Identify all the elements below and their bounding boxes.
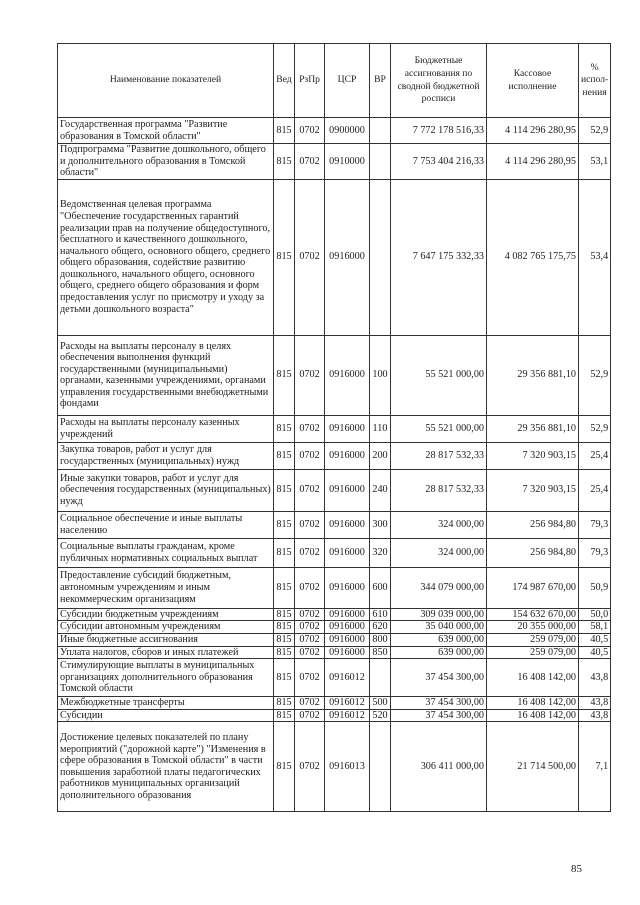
row-pct: 50,0	[579, 608, 611, 621]
row-vr: 100	[370, 335, 391, 415]
row-csr: 0916000	[325, 608, 370, 621]
row-cash: 7 320 903,15	[487, 469, 579, 511]
table-header-row	[58, 44, 611, 118]
row-pct: 53,1	[579, 144, 611, 180]
row-csr: 0916000	[325, 567, 370, 608]
row-rzpr: 0702	[295, 567, 325, 608]
budget-execution-table	[57, 43, 611, 812]
row-rzpr: 0702	[295, 697, 325, 710]
row-cash: 256 984,80	[487, 511, 579, 538]
row-csr: 0916013	[325, 722, 370, 812]
row-ved: 815	[274, 179, 295, 335]
row-rzpr: 0702	[295, 511, 325, 538]
row-cash: 4 114 296 280,95	[487, 144, 579, 180]
row-csr: 0916000	[325, 646, 370, 659]
row-name: Подпрограмма "Развитие дошкольного, общего и дополнительного образования в Томской области"	[58, 144, 274, 180]
row-rzpr: 0702	[295, 633, 325, 646]
row-name: Социальные выплаты гражданам, кроме публичных нормативных социальных выплат	[58, 538, 274, 567]
row-cash: 154 632 670,00	[487, 608, 579, 621]
row-rzpr: 0702	[295, 646, 325, 659]
row-ved: 815	[274, 646, 295, 659]
table-row	[58, 179, 611, 335]
row-name: Иные закупки товаров, работ и услуг для обеспечения государственных (муниципальных) нужд	[58, 469, 274, 511]
row-budget: 37 454 300,00	[391, 697, 487, 710]
row-csr: 0900000	[325, 118, 370, 144]
row-cash: 4 114 296 280,95	[487, 118, 579, 144]
row-budget: 639 000,00	[391, 633, 487, 646]
row-budget: 35 040 000,00	[391, 621, 487, 634]
row-budget: 324 000,00	[391, 511, 487, 538]
col-header-budget: Бюджетные ассигнования по сводной бюджетной росписи	[391, 44, 487, 118]
row-name: Стимулирующие выплаты в муниципальных организациях дополнительного образования Томской области	[58, 659, 274, 697]
row-pct: 52,9	[579, 415, 611, 442]
row-budget: 309 039 000,00	[391, 608, 487, 621]
table-row	[58, 567, 611, 608]
table-row	[58, 442, 611, 469]
table-row	[58, 511, 611, 538]
col-header-name: Наименование показателей	[58, 44, 274, 118]
row-vr	[370, 659, 391, 697]
row-vr: 300	[370, 511, 391, 538]
row-csr: 0916000	[325, 511, 370, 538]
row-pct: 79,3	[579, 538, 611, 567]
row-rzpr: 0702	[295, 469, 325, 511]
row-vr: 800	[370, 633, 391, 646]
row-budget: 37 454 300,00	[391, 709, 487, 722]
row-name: Расходы на выплаты персоналу казенных учреждений	[58, 415, 274, 442]
row-cash: 16 408 142,00	[487, 709, 579, 722]
col-header-rzpr: РзПр	[295, 44, 325, 118]
row-csr: 0916012	[325, 659, 370, 697]
row-name: Уплата налогов, сборов и иных платежей	[58, 646, 274, 659]
row-vr: 240	[370, 469, 391, 511]
row-cash: 29 356 881,10	[487, 335, 579, 415]
row-vr: 110	[370, 415, 391, 442]
row-ved: 815	[274, 567, 295, 608]
row-pct: 53,4	[579, 179, 611, 335]
table-row	[58, 335, 611, 415]
row-csr: 0916000	[325, 633, 370, 646]
row-vr	[370, 118, 391, 144]
table-row	[58, 415, 611, 442]
row-rzpr: 0702	[295, 335, 325, 415]
row-ved: 815	[274, 659, 295, 697]
row-budget: 306 411 000,00	[391, 722, 487, 812]
row-budget: 344 079 000,00	[391, 567, 487, 608]
row-pct: 79,3	[579, 511, 611, 538]
row-cash: 21 714 500,00	[487, 722, 579, 812]
page-number: 85	[571, 863, 582, 875]
row-rzpr: 0702	[295, 722, 325, 812]
table-row	[58, 608, 611, 621]
row-cash: 174 987 670,00	[487, 567, 579, 608]
col-header-vr: ВР	[370, 44, 391, 118]
row-pct: 25,4	[579, 442, 611, 469]
row-cash: 7 320 903,15	[487, 442, 579, 469]
row-vr	[370, 144, 391, 180]
row-rzpr: 0702	[295, 709, 325, 722]
row-name: Достижение целевых показателей по плану мероприятий ("дорожной карте") "Изменения в сфере образования в Томской области" в части повышения заработной платы педагогических работников муниципальных организаций дополнительного образования	[58, 722, 274, 812]
row-rzpr: 0702	[295, 608, 325, 621]
row-rzpr: 0702	[295, 415, 325, 442]
table-row	[58, 633, 611, 646]
row-vr: 600	[370, 567, 391, 608]
table-row	[58, 469, 611, 511]
row-vr: 200	[370, 442, 391, 469]
row-csr: 0910000	[325, 144, 370, 180]
row-cash: 4 082 765 175,75	[487, 179, 579, 335]
row-budget: 55 521 000,00	[391, 335, 487, 415]
table-row	[58, 144, 611, 180]
table-row	[58, 697, 611, 710]
row-cash: 16 408 142,00	[487, 697, 579, 710]
row-pct: 25,4	[579, 469, 611, 511]
row-rzpr: 0702	[295, 179, 325, 335]
row-vr	[370, 722, 391, 812]
table-row	[58, 118, 611, 144]
row-vr: 620	[370, 621, 391, 634]
row-budget: 28 817 532,33	[391, 442, 487, 469]
row-ved: 815	[274, 722, 295, 812]
row-ved: 815	[274, 335, 295, 415]
row-name: Межбюджетные трансферты	[58, 697, 274, 710]
table-body	[58, 118, 611, 812]
row-name: Субсидии бюджетным учреждениям	[58, 608, 274, 621]
row-cash: 16 408 142,00	[487, 659, 579, 697]
row-ved: 815	[274, 118, 295, 144]
row-pct: 40,5	[579, 646, 611, 659]
row-rzpr: 0702	[295, 538, 325, 567]
row-name: Субсидии	[58, 709, 274, 722]
row-csr: 0916000	[325, 621, 370, 634]
row-name: Закупка товаров, работ и услуг для государственных (муниципальных) нужд	[58, 442, 274, 469]
col-header-pct: % испол-нения	[579, 44, 611, 118]
row-rzpr: 0702	[295, 118, 325, 144]
row-ved: 815	[274, 415, 295, 442]
row-pct: 50,9	[579, 567, 611, 608]
row-ved: 815	[274, 144, 295, 180]
row-rzpr: 0702	[295, 144, 325, 180]
row-csr: 0916000	[325, 469, 370, 511]
row-csr: 0916012	[325, 709, 370, 722]
row-cash: 259 079,00	[487, 633, 579, 646]
row-vr	[370, 179, 391, 335]
row-vr: 320	[370, 538, 391, 567]
row-cash: 20 355 000,00	[487, 621, 579, 634]
row-vr: 500	[370, 697, 391, 710]
row-vr: 850	[370, 646, 391, 659]
row-pct: 43,8	[579, 659, 611, 697]
table-row	[58, 722, 611, 812]
row-ved: 815	[274, 621, 295, 634]
row-rzpr: 0702	[295, 659, 325, 697]
table-row	[58, 621, 611, 634]
row-csr: 0916000	[325, 538, 370, 567]
row-rzpr: 0702	[295, 442, 325, 469]
row-vr: 520	[370, 709, 391, 722]
table-row	[58, 659, 611, 697]
table-row	[58, 646, 611, 659]
col-header-csr: ЦСР	[325, 44, 370, 118]
row-ved: 815	[274, 608, 295, 621]
row-pct: 43,8	[579, 709, 611, 722]
row-cash: 259 079,00	[487, 646, 579, 659]
row-name: Ведомственная целевая программа "Обеспечение государственных гарантий реализации прав на получение общедоступного, бесплатного и качественного дошкольного, начального общего, основного общего, среднего общего образования, содействие развитию дошкольного, начального общего, основного общего, среднего общего образования и форм предоставления услуг по присмотру и уходу за детьми дошкольного возраста"	[58, 179, 274, 335]
table-row	[58, 538, 611, 567]
row-vr: 610	[370, 608, 391, 621]
row-pct: 43,8	[579, 697, 611, 710]
row-ved: 815	[274, 442, 295, 469]
row-ved: 815	[274, 709, 295, 722]
row-pct: 7,1	[579, 722, 611, 812]
row-name: Расходы на выплаты персоналу в целях обеспечения выполнения функций государственными (муниципальными) органами, казенными учреждениями, органами управления государственными внебюджетными фондами	[58, 335, 274, 415]
row-name: Субсидии автономным учреждениям	[58, 621, 274, 634]
row-name: Государственная программа "Развитие образования в Томской области"	[58, 118, 274, 144]
row-csr: 0916012	[325, 697, 370, 710]
row-pct: 52,9	[579, 118, 611, 144]
row-csr: 0916000	[325, 415, 370, 442]
row-ved: 815	[274, 511, 295, 538]
row-budget: 37 454 300,00	[391, 659, 487, 697]
row-pct: 40,5	[579, 633, 611, 646]
row-ved: 815	[274, 697, 295, 710]
row-ved: 815	[274, 469, 295, 511]
row-rzpr: 0702	[295, 621, 325, 634]
table-row	[58, 709, 611, 722]
row-csr: 0916000	[325, 442, 370, 469]
row-budget: 324 000,00	[391, 538, 487, 567]
row-ved: 815	[274, 538, 295, 567]
row-pct: 58,1	[579, 621, 611, 634]
row-csr: 0916000	[325, 335, 370, 415]
row-budget: 7 753 404 216,33	[391, 144, 487, 180]
col-header-cash: Кассовое исполнение	[487, 44, 579, 118]
col-header-ved: Вед	[274, 44, 295, 118]
row-pct: 52,9	[579, 335, 611, 415]
row-budget: 7 772 178 516,33	[391, 118, 487, 144]
row-name: Социальное обеспечение и иные выплаты населению	[58, 511, 274, 538]
row-cash: 256 984,80	[487, 538, 579, 567]
row-budget: 7 647 175 332,33	[391, 179, 487, 335]
row-name: Предоставление субсидий бюджетным, автономным учреждениям и иным некоммерческим организациям	[58, 567, 274, 608]
row-ved: 815	[274, 633, 295, 646]
row-budget: 639 000,00	[391, 646, 487, 659]
row-csr: 0916000	[325, 179, 370, 335]
row-budget: 55 521 000,00	[391, 415, 487, 442]
row-cash: 29 356 881,10	[487, 415, 579, 442]
row-budget: 28 817 532,33	[391, 469, 487, 511]
row-name: Иные бюджетные ассигнования	[58, 633, 274, 646]
